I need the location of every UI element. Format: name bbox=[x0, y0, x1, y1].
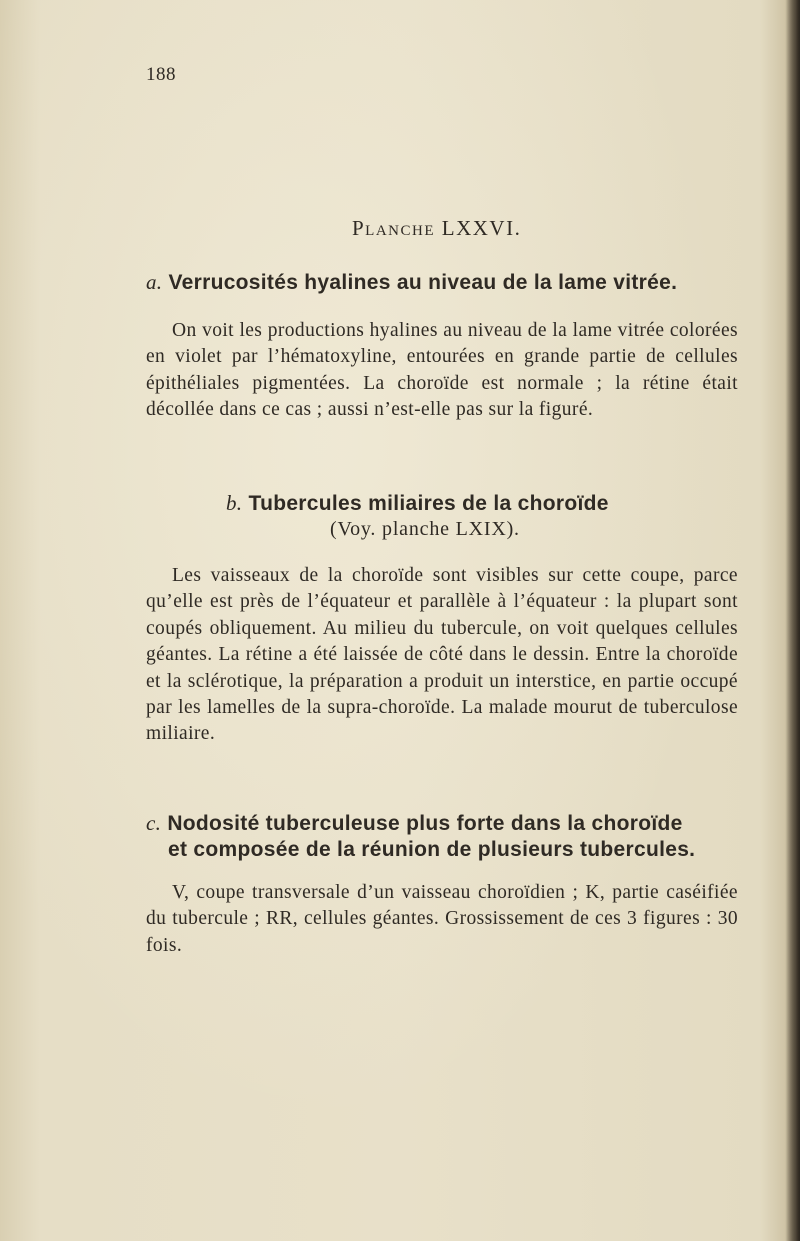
section-b-heading-text: Tubercules miliaires de la choroïde bbox=[248, 492, 609, 515]
page-edge-shadow bbox=[786, 0, 800, 1241]
plate-title: Planche LXXVI. bbox=[352, 216, 522, 240]
section-a-heading bbox=[146, 270, 677, 295]
section-b-heading bbox=[226, 491, 609, 516]
section-c-heading-line2: et composée de la réunion de plusieurs tubercules. bbox=[168, 838, 696, 861]
section-b-subheading: (Voy. planche LXIX). bbox=[330, 518, 520, 540]
section-b-letter: b. bbox=[226, 491, 243, 515]
section-a-letter: a. bbox=[146, 270, 163, 294]
section-c-paragraph: V, coupe transversale d’un vaisseau choroïdien ; K, partie caséifiée du tubercule ; RR, cellules géantes. Grossissement de ces 3 figures : 30 fois. bbox=[146, 882, 738, 956]
section-b-paragraph: Les vaisseaux de la choroïde sont visibles sur cette coupe, parce qu’elle est près de l’équateur et parallèle à l’équateur : la plupart sont coupés obliquement. Au milieu du tubercule, on voit quelques cellules géantes. La rétine a été laissée de côté dans le dessin. Entre la choroïde et la sclérotique, la préparation a produit un interstice, en partie occupé par les lamelles de la supra-choroïde. La malade mourut de tuberculose miliaire. bbox=[146, 565, 738, 745]
section-c-heading-line1: Nodosité tuberculeuse plus forte dans la choroïde bbox=[167, 812, 683, 835]
section-a-paragraph: On voit les productions hyalines au niveau de la lame vitrée colorées en violet par l’hématoxyline, entourées en grande partie de cellules épithéliales pigmentées. La choroïde est normale ; la rétine était décollée dans ce cas ; aussi n’est-elle pas sur la figuré. bbox=[146, 320, 738, 421]
section-a-heading-text: Verrucosités hyalines au niveau de la lame vitrée. bbox=[168, 271, 678, 294]
page-number: 188 bbox=[146, 64, 176, 85]
section-c-heading bbox=[146, 811, 683, 836]
section-c-letter: c. bbox=[146, 811, 162, 835]
